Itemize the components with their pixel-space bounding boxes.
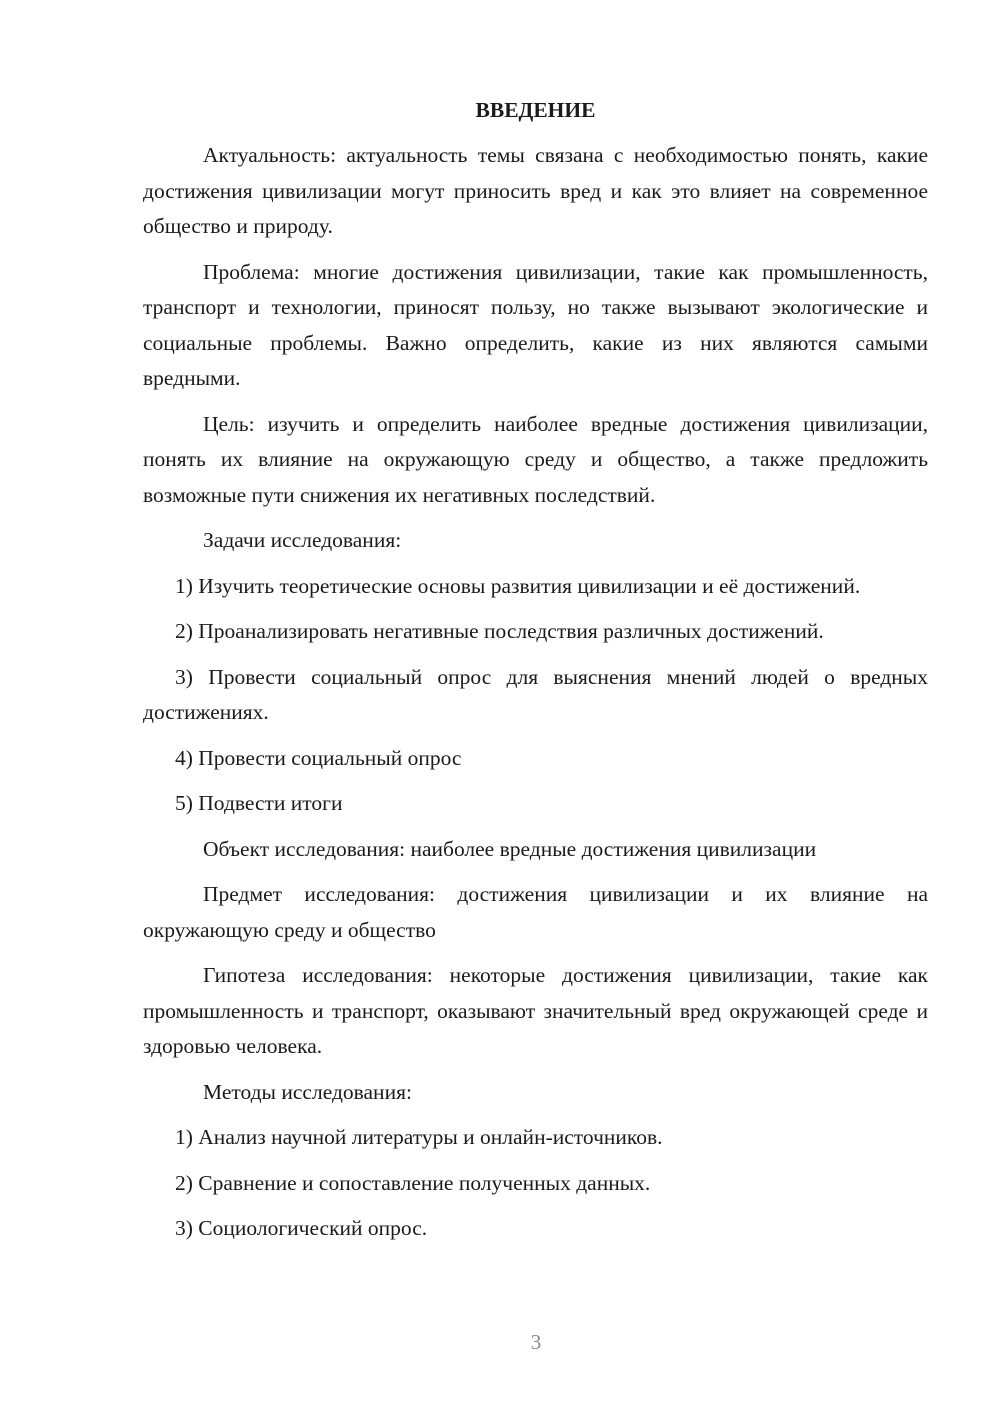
list-item: 2) Проанализировать негативные последствия различных достижений. [175, 619, 824, 643]
list-item: 5) Подвести итоги [175, 791, 343, 815]
list-item: 1) Изучить теоретические основы развития цивилизации и её достижений. [175, 573, 861, 598]
list-item: 1) Анализ научной литературы и онлайн-источников. [175, 1125, 663, 1149]
list-item: 3) Провести социальный опрос для выяснения мнений людей о вредных достижениях. [143, 664, 928, 724]
paragraph: Гипотеза исследования: некоторые достижения цивилизации, такие как промышленность и транспорт, оказывают значительный вред окружающей среде и здоровью человека. [143, 963, 928, 1058]
document-page [143, 92, 928, 1257]
paragraph: Задачи исследования: [203, 528, 402, 552]
paragraph: Методы исследования: [203, 1079, 412, 1104]
list-item: 2) Сравнение и сопоставление полученных данных. [175, 1170, 651, 1195]
list-item: 3) Социологический опрос. [175, 1216, 428, 1240]
paragraph: Объект исследования: наиболее вредные достижения цивилизации [203, 836, 817, 861]
paragraph: Предмет исследования: достижения цивилизации и их влияние на окружающую среду и общество [143, 882, 928, 942]
page-number: 3 [530, 1330, 542, 1354]
paragraph-list [143, 138, 928, 1247]
list-item: 4) Провести социальный опрос [175, 745, 462, 770]
paragraph: Проблема: многие достижения цивилизации, такие как промышленность, транспорт и технологии, приносят пользу, но также вызывают экологические и социальные проблемы. Важно определить, какие из них являются самыми вредными. [143, 259, 928, 390]
paragraph: Актуальность: актуальность темы связана с необходимостью понять, какие достижения цивилизации могут приносить вред и как это влияет на современное общество и природу. [143, 143, 928, 238]
section-title: ВВЕДЕНИЕ [475, 98, 596, 122]
paragraph: Цель: изучить и определить наиболее вредные достижения цивилизации, понять их влияние на окружающую среду и общество, а также предложить возможные пути снижения их негативных последствий. [143, 411, 928, 507]
